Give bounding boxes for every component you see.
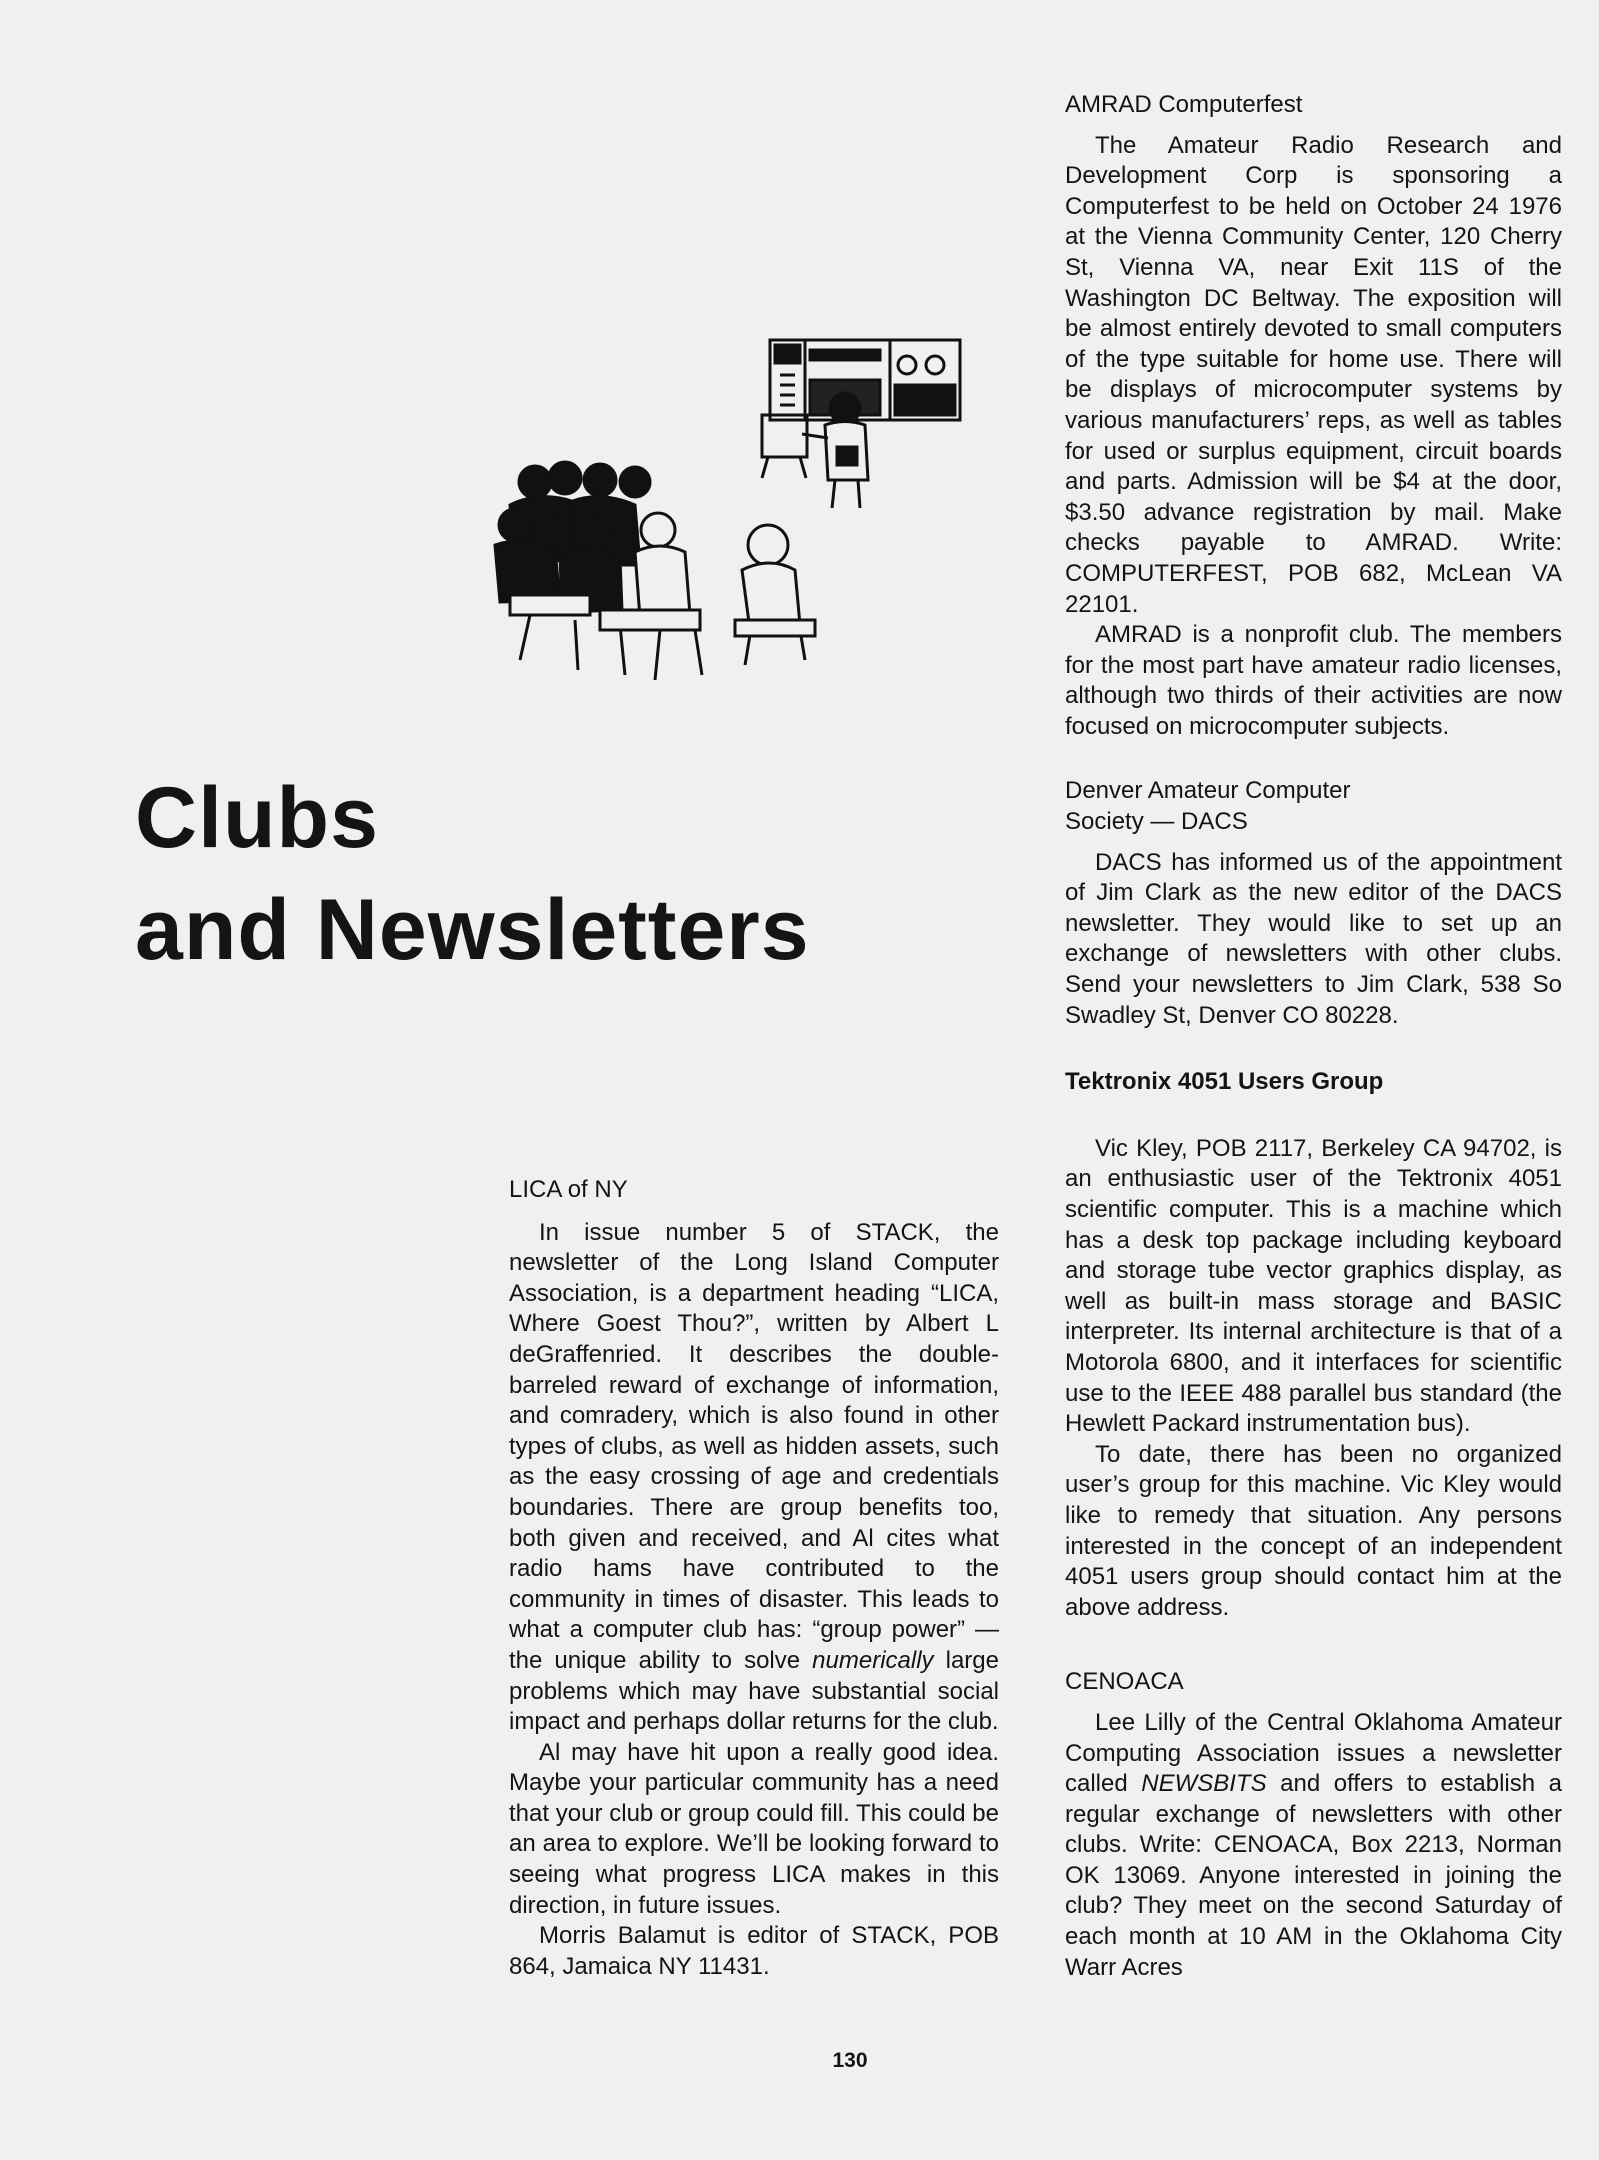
tektronix-heading: Tektronix 4051 Users Group <box>1065 1068 1384 1096</box>
dacs-heading: Denver Amateur Computer Society — DACS <box>1065 777 1351 836</box>
page-title <box>135 762 810 986</box>
title-line-2: and Newsletters <box>135 882 810 978</box>
tektronix-paragraph-2: To date, there has been no organized user’s group for this machine. Vic Kley would like to remedy that situation. Any persons interested in the concept of an independent 4051 users group should contact him at the above address. <box>1065 1440 1562 1621</box>
audience-icon <box>495 462 815 680</box>
dacs-paragraph-1: DACS has informed us of the appointment of Jim Clark as the new editor of the DACS newsletter. They would like to set up an exchange of newsletters with other clubs. Send your newsletters to Jim Clark, 538 So Swadley St, Denver CO 80228. <box>1065 848 1562 1029</box>
tektronix-paragraph-1: Vic Kley, POB 2117, Berkeley CA 94702, is an enthusiastic user of the Tektronix 4051 scientific computer. This is a machine which has a desk top package including keyboard and storage tube vector graphics display, as well as built-in mass storage and BASIC interpreter. Its internal architecture is that of a Motorola 6800, and it interfaces for scientific use to the IEEE 488 parallel bus standard (the Hewlett Packard instrumentation bus). <box>1065 1134 1562 1438</box>
page-number: 130 <box>832 2049 868 2072</box>
club-meeting-illustration-icon <box>450 330 970 730</box>
computer-rack-icon <box>770 340 960 420</box>
lica-paragraph-3: Morris Balamut is editor of STACK, POB 864, Jamaica NY 11431. <box>509 1922 999 1980</box>
lica-paragraph-2: Al may have hit upon a really good idea. Maybe your particular community has a need that your club or group could fill. This could be an area to explore. We’ll be looking forward to seeing what progress LICA makes in this direction, in future issues. <box>509 1738 999 1919</box>
cenoaca-heading: CENOACA <box>1065 1668 1184 1696</box>
cenoaca-paragraph-1: Lee Lilly of the Central Oklahoma Amateur Computing Association issues a newsletter called NEWSBITS and offers to establish a regular exchange of newsletters with other clubs. Write: CENOACA, Box 2213, Norman OK 13069. Anyone interested in joining the club? They meet on the second Saturday of each month at 10 AM in the Oklahoma City Warr Acres <box>1065 1708 1563 1981</box>
lica-article <box>509 1175 999 1982</box>
right-column <box>1065 90 1562 1983</box>
amrad-heading: AMRAD Computerfest <box>1065 91 1303 118</box>
amrad-paragraph-1: The Amateur Radio Research and Development Corp is sponsoring a Computerfest to be held on October 24 1976 at the Vienna Community Center, 120 Cherry St, Vienna VA, near Exit 11S of the Washington DC Beltway. The exposition will be almost entirely devoted to small computers of the type suitable for home use. There will be displays of microcomputer systems by various manufacturers’ reps, as well as tables for used or surplus equipment, circuit boards and parts. Admission will be $4 at the door, $3.50 advance registration by mail. Make checks payable to AMRAD. Write: COMPUTERFEST, POB 682, McLean VA 22101. <box>1065 131 1562 618</box>
lica-heading: LICA of NY <box>509 1176 628 1203</box>
amrad-paragraph-2: AMRAD is a nonprofit club. The members for the most part have amateur radio licenses, although two thirds of their activities are now focused on microcomputer subjects. <box>1065 621 1562 740</box>
title-line-1: Clubs <box>135 770 379 866</box>
lica-paragraph-1: In issue number 5 of STACK, the newsletter of the Long Island Computer Association, is a department heading “LICA, Where Goest Thou?”, written by Albert L deGraffenried. It describes the double-barreled reward of exchange of information, and comradery, which is also found in other types of clubs, as well as hidden assets, such as the easy crossing of age and credentials boundaries. There are group benefits too, both given and received, and Al cites what radio hams have contributed to the community in times of disaster. This leads to what a computer club has: “group power” — the unique ability to solve numerically large problems which may have substantial social impact and perhaps dollar returns for the club. <box>509 1218 999 1736</box>
